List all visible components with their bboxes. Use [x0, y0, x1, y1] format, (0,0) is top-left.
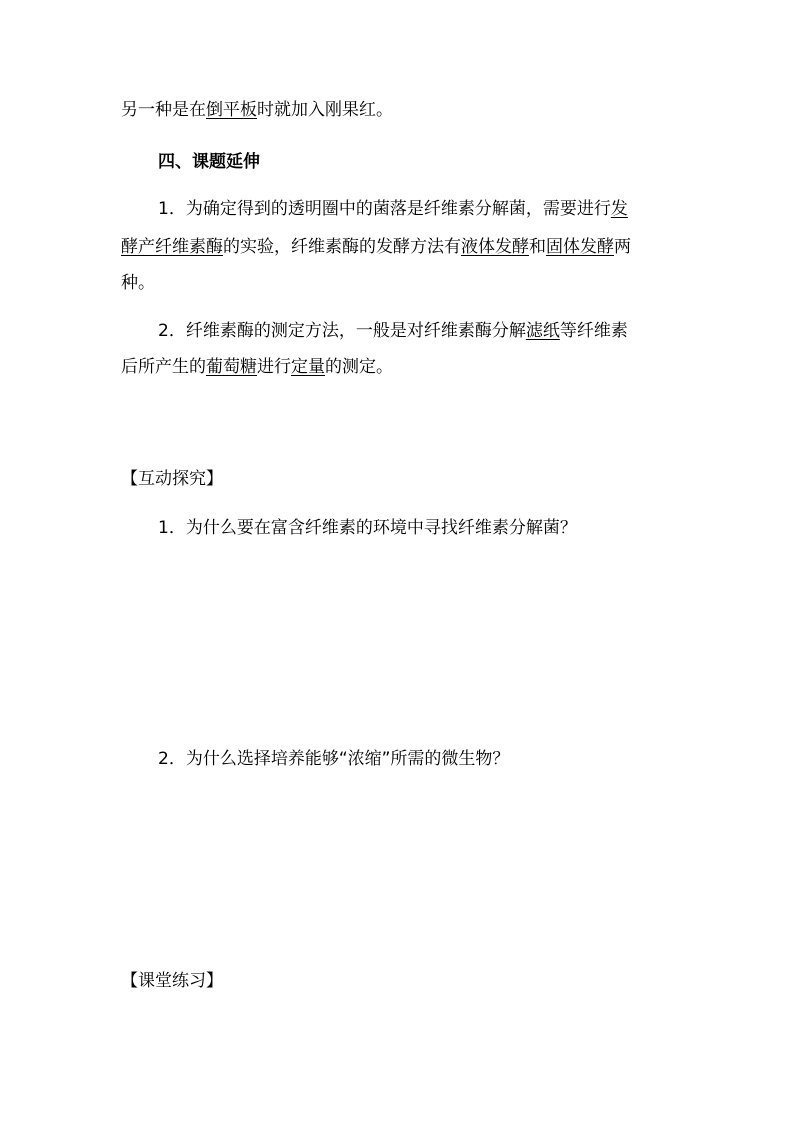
item-1-line-2: 酵产纤维素酶的实验，纤维素酶的发酵方法有液体发酵和固体发酵两 — [121, 237, 631, 257]
interactive-heading: 【互动探究】 — [121, 469, 223, 489]
underlined-term: 酵产纤维素酶 — [121, 237, 223, 257]
item-2-line-2: 后所产生的葡萄糖进行定量的测定。 — [121, 357, 393, 377]
item-1-line-3: 种。 — [121, 273, 155, 293]
underlined-term: 固体发酵 — [546, 237, 614, 257]
item-1-line-1: 1．为确定得到的透明圈中的菌落是纤维素分解菌，需要进行发 — [158, 199, 628, 219]
question-1: 1．为什么要在富含纤维素的环境中寻找纤维素分解菌？ — [158, 518, 577, 538]
underlined-term: 液体发酵 — [461, 237, 529, 257]
underlined-term: 倒平板 — [206, 100, 257, 120]
underlined-term: 发 — [610, 199, 628, 219]
underlined-term: 定量 — [291, 357, 325, 377]
underlined-term: 葡萄糖 — [206, 357, 257, 377]
paragraph-plating: 另一种是在倒平板时就加入刚果红。 — [121, 100, 393, 120]
question-2: 2．为什么选择培养能够“浓缩”所需的微生物？ — [158, 749, 510, 769]
section-heading: 四、课题延伸 — [158, 152, 260, 172]
practice-heading: 【课堂练习】 — [121, 971, 223, 991]
underlined-term: 滤纸 — [525, 321, 560, 341]
item-2-line-1: 2．纤维素酶的测定方法，一般是对纤维素酶分解滤纸等纤维素 — [158, 321, 628, 341]
